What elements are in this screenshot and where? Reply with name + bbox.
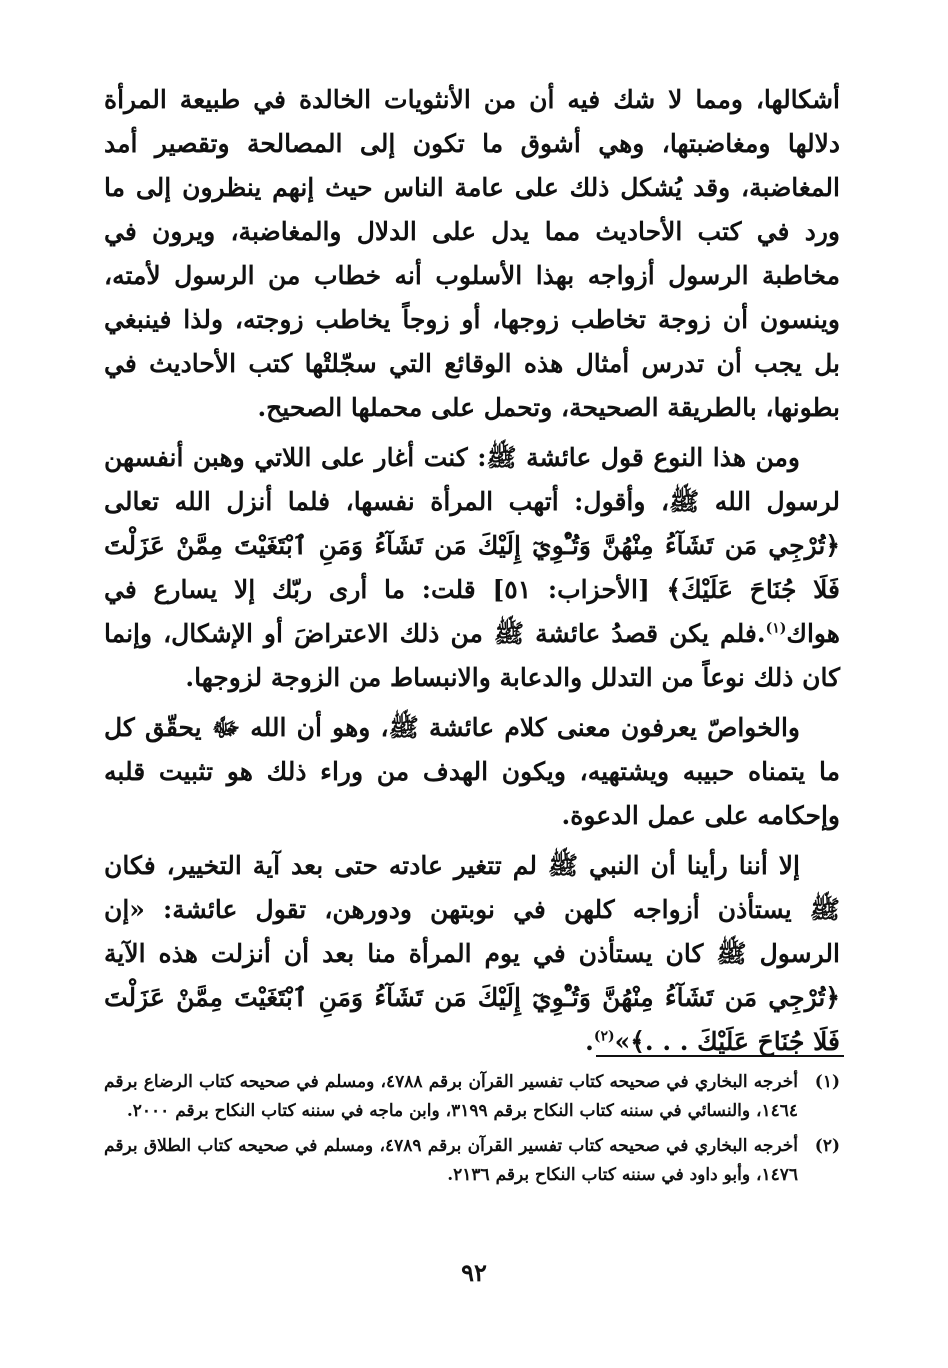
footnotes <box>104 1068 840 1196</box>
paragraph-4-end: . <box>585 1027 594 1056</box>
footnote-divider <box>596 1055 844 1057</box>
footnote-number: (٢) <box>814 1136 840 1156</box>
page-body <box>104 78 840 1070</box>
paragraph-4-text: إلا أننا رأينا أن النبي ﷺ لم تتغير عادته حتى بعد آية التخيير، فكان ﷺ يستأذن أزواجه كلهن في نوبتهن ودورهن، تقول عائشة: «إن الرسول ﷺ كان يستأذن في يوم المرأة منا بعد أن أنزلت هذه الآية ﴿تُرْجِي مَن تَشَآءُ مِنْهُنَّ وَتُـْٔوِيٓ إِلَيْكَ مَن تَشَآءُ وَمَنِ ٱبْتَغَيْتَ مِمَّنْ عَزَلْتَ فَلَا جُنَاحَ عَلَيْكَ . . .﴾» <box>104 851 840 1056</box>
footnote-ref-2[interactable]: (٢) <box>593 1028 615 1045</box>
page-number: ٩٢ <box>461 1258 487 1287</box>
footnote-text: أخرجه البخاري في صحيحه كتاب تفسير القرآن برقم ٤٧٨٨، ومسلم في صحيحه كتاب الرضاع برقم ١٤٦٤، والنسائي في سننه كتاب النكاح برقم ٣١٩٩، وابن ماجه في سننه كتاب النكاح برقم ٢٠٠٠. <box>104 1072 798 1121</box>
paragraph-2 <box>104 436 840 700</box>
paragraph-1: أشكالها، ومما لا شك فيه أن من الأنثويات الخالدة في طبيعة المرأة دلالها ومغاضبتها، وهي أشوق ما تكون إلى المصالحة وتقصير أمد المغاضبة، وقد يُشكل ذلك على عامة الناس حيث إنهم ينظرون إلى ما ورد في كتب الأحاديث مما يدل على الدلال والمغاضبة، ويرون في مخاطبة الرسول أزواجه بهذا الأسلوب أنه خطاب من الرسول لأمته، وينسون أن زوجة تخاطب زوجها، أو زوجاً يخاطب زوجته، ولذا فينبغي بل يجب أن تدرس أمثال هذه الوقائع التي سجّلتْها كتب الأحاديث في بطونها، بالطريقة الصحيحة، وتحمل على محملها الصحيح. <box>104 85 840 422</box>
footnote-text: أخرجه البخاري في صحيحه كتاب تفسير القرآن برقم ٤٧٨٩، ومسلم في صحيحه كتاب الطلاق برقم ١٤٧٦، وأبو داود في سننه كتاب النكاح برقم ٢١٣٦. <box>104 1136 798 1185</box>
paragraph-2-continuation: .فلم يكن قصدُ عائشة ﷺ من ذلك الاعتراضَ أو الإشكال، وإنما كان ذلك نوعاً من التدلل والدعابة والانبساط من الزوجة لزوجها. <box>104 619 840 692</box>
footnote-number: (١) <box>814 1072 840 1092</box>
paragraph-4 <box>104 844 840 1064</box>
paragraph-3: والخواصّ يعرفون معنى كلام عائشة ﷺ، وهو أن الله ﷻ يحقّق كل ما يتمناه حبيبه ويشتهيه، ويكون الهدف من وراء ذلك هو تثبيت قلبه وإحكامه على عمل الدعوة. <box>104 713 840 830</box>
footnote-2 <box>104 1132 840 1190</box>
body-text <box>104 78 840 1064</box>
footnote-1 <box>104 1068 840 1126</box>
paragraph-2-text: ومن هذا النوع قول عائشة ﷺ: كنت أغار على اللاتي وهبن أنفسهن لرسول الله ﷺ، وأقول: أتهب المرأة نفسها، فلما أنزل الله تعالى ﴿تُرْجِي مَن تَشَآءُ مِنْهُنَّ وَتُـْٔوِيٓ إِلَيْكَ مَن تَشَآءُ وَمَنِ ٱبْتَغَيْتَ مِمَّنْ عَزَلْتَ فَلَا جُنَاحَ عَلَيْكَ﴾ [الأحزاب: ٥١] قلت: ما أرى ربّك إلا يسارع في هواك <box>104 443 840 648</box>
footnote-ref-1[interactable]: (١) <box>765 620 787 637</box>
